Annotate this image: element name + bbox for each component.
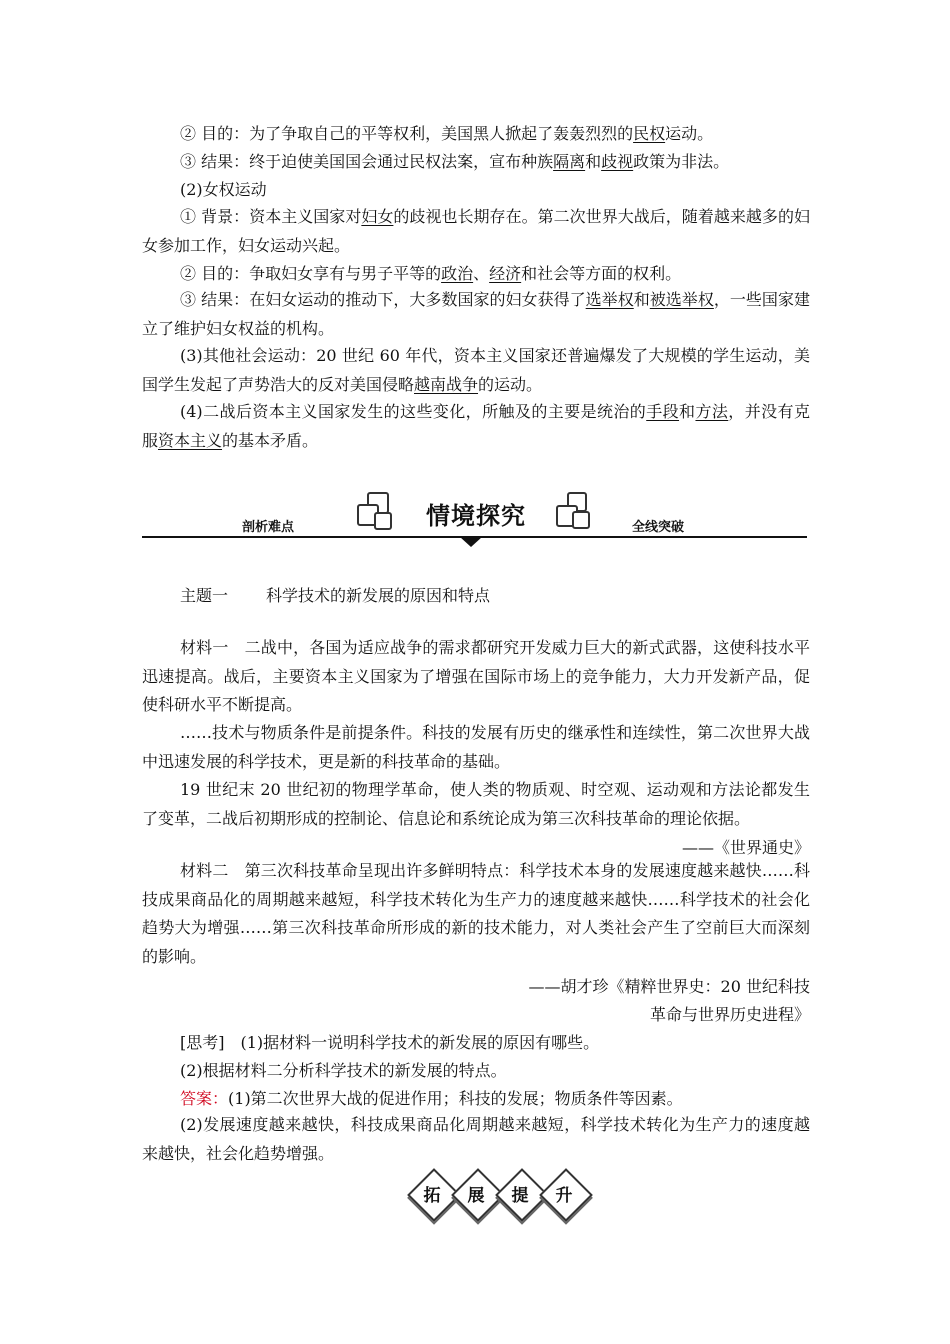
womens-rights-heading: (2)女权运动 bbox=[180, 180, 267, 199]
text: ③ 结果：在妇女运动的推动下，大多数国家的妇女获得了 bbox=[180, 290, 586, 309]
text: ，并没有克服 bbox=[142, 402, 810, 450]
postwar-changes bbox=[142, 398, 810, 455]
womens-rights-background bbox=[142, 203, 810, 260]
civil-rights-goal bbox=[180, 124, 713, 144]
underlined-term: 经济 bbox=[489, 264, 522, 283]
material-one-p2: ……技术与物质条件是前提条件。科技的发展有历史的继承性和连续性，第二次世界大战中迅速发展的科学技术，更是新的科技革命的基础。 bbox=[142, 723, 810, 771]
banner-pointer-icon bbox=[460, 537, 482, 547]
expand-char: 展 bbox=[467, 1186, 485, 1206]
underlined-term: 越南战争 bbox=[414, 374, 479, 394]
text: (3)其他社会运动：20 世纪 60 年代，资本主义国家还普遍爆发了大规模的学生运动，美国学生发起了声势浩大的反对美国侵略 bbox=[142, 346, 810, 394]
text: 和 bbox=[585, 152, 602, 171]
banner-left-label: 剖析难点 bbox=[242, 520, 295, 535]
text: 的运动。 bbox=[478, 374, 543, 394]
topic-label: 主题一 bbox=[180, 586, 229, 605]
material-one-p1: 材料一 二战中，各国为适应战争的需求都研究开发威力巨大的新式武器，这使科技水平迅速提高。战后，主要资本主义国家为了增强在国际市场上的竞争能力，大力开发新产品，促使科研水平不断提高。 bbox=[142, 638, 810, 714]
underlined-term: 选举权 bbox=[585, 290, 634, 309]
civil-rights-result bbox=[180, 152, 729, 172]
underlined-term: 隔离 bbox=[553, 152, 586, 171]
text: 政策为非法。 bbox=[633, 152, 730, 171]
text: 和 bbox=[633, 290, 650, 309]
material-one-p3: 19 世纪末 20 世纪初的物理学革命，使人类的物质观、时空观、运动观和方法论都发生了变革，二战后初期形成的控制论、信息论和系统论成为第三次科技革命的理论依据。 bbox=[142, 780, 810, 828]
other-movements bbox=[142, 342, 810, 399]
expand-char: 提 bbox=[511, 1186, 529, 1206]
material-two-source-line2: 革命与世界历史进程》 bbox=[649, 1005, 810, 1024]
material-two-p1: 材料二 第三次科技革命呈现出许多鲜明特点：科学技术本身的发展速度越来越快……科技成果商品化的周期越来越短，科学技术转化为生产力的速度越来越快……科学技术的社会化趋势大为增强……第三次科技革命所形成的新的技术能力，对人类社会产生了空前巨大而深刻的影响。 bbox=[142, 861, 810, 966]
answer-label: 答案： bbox=[180, 1089, 229, 1108]
think-question-2: (2)根据材料二分析科学技术的新发展的特点。 bbox=[180, 1061, 507, 1080]
underlined-term: 方法 bbox=[695, 402, 729, 421]
underlined-term: 手段 bbox=[646, 402, 680, 421]
text: (4)二战后资本主义国家发生的这些变化，所触及的主要是统治的 bbox=[180, 402, 647, 421]
answer-text: (1)第二次世界大战的促进作用；科技的发展；物质条件等因素。 bbox=[228, 1089, 683, 1108]
text: 和 bbox=[679, 402, 696, 421]
banner-right-label: 全线突破 bbox=[632, 520, 685, 535]
underlined-term: 民权 bbox=[633, 124, 666, 143]
answer-2: (2)发展速度越来越快，科技成果商品化周期越来越短，科学技术转化为生产力的速度越来越快，社会化趋势增强。 bbox=[142, 1115, 810, 1163]
section-banner bbox=[142, 478, 807, 548]
answer-1 bbox=[180, 1089, 683, 1109]
text: 的基本矛盾。 bbox=[222, 430, 319, 450]
think-question-1: [思考] (1)据材料一说明科学技术的新发展的原因有哪些。 bbox=[180, 1033, 600, 1052]
text: ① 背景：资本主义国家对 bbox=[180, 207, 362, 226]
text: ② 目的：争取妇女享有与男子平等的 bbox=[180, 264, 442, 283]
text: 的歧视也长期存在。第二次世界大战后，随着越来越多的妇女参加工作，妇女运动兴起。 bbox=[142, 207, 810, 255]
underlined-term: 被选举权 bbox=[649, 290, 714, 309]
topic-title: 科学技术的新发展的原因和特点 bbox=[266, 586, 491, 605]
material-two-source-line1: ——胡才珍《精粹世界史：20 世纪科技 bbox=[528, 977, 810, 996]
topic-heading bbox=[180, 586, 490, 606]
expand-char: 拓 bbox=[423, 1186, 441, 1206]
expand-char: 升 bbox=[555, 1186, 573, 1206]
underlined-term: 歧视 bbox=[601, 152, 634, 171]
material-one-source: ——《世界通史》 bbox=[681, 838, 810, 857]
womens-rights-result bbox=[142, 286, 810, 343]
banner-title: 情境探究 bbox=[426, 502, 526, 530]
text: ③ 结果：终于迫使美国国会通过民权法案，宣布种族 bbox=[180, 152, 554, 171]
text: 、 bbox=[473, 264, 490, 283]
text: 运动。 bbox=[665, 124, 714, 143]
underlined-term: 妇女 bbox=[361, 207, 394, 226]
womens-rights-goal bbox=[180, 264, 681, 284]
text: ，一些国家建立了维护妇女权益的机构。 bbox=[142, 290, 810, 338]
text: ② 目的：为了争取自己的平等权利，美国黑人掀起了轰轰烈烈的 bbox=[180, 124, 634, 143]
underlined-term: 政治 bbox=[441, 264, 474, 283]
underlined-term: 资本主义 bbox=[158, 430, 223, 450]
expand-banner bbox=[407, 1168, 587, 1218]
text: 和社会等方面的权利。 bbox=[521, 264, 682, 283]
